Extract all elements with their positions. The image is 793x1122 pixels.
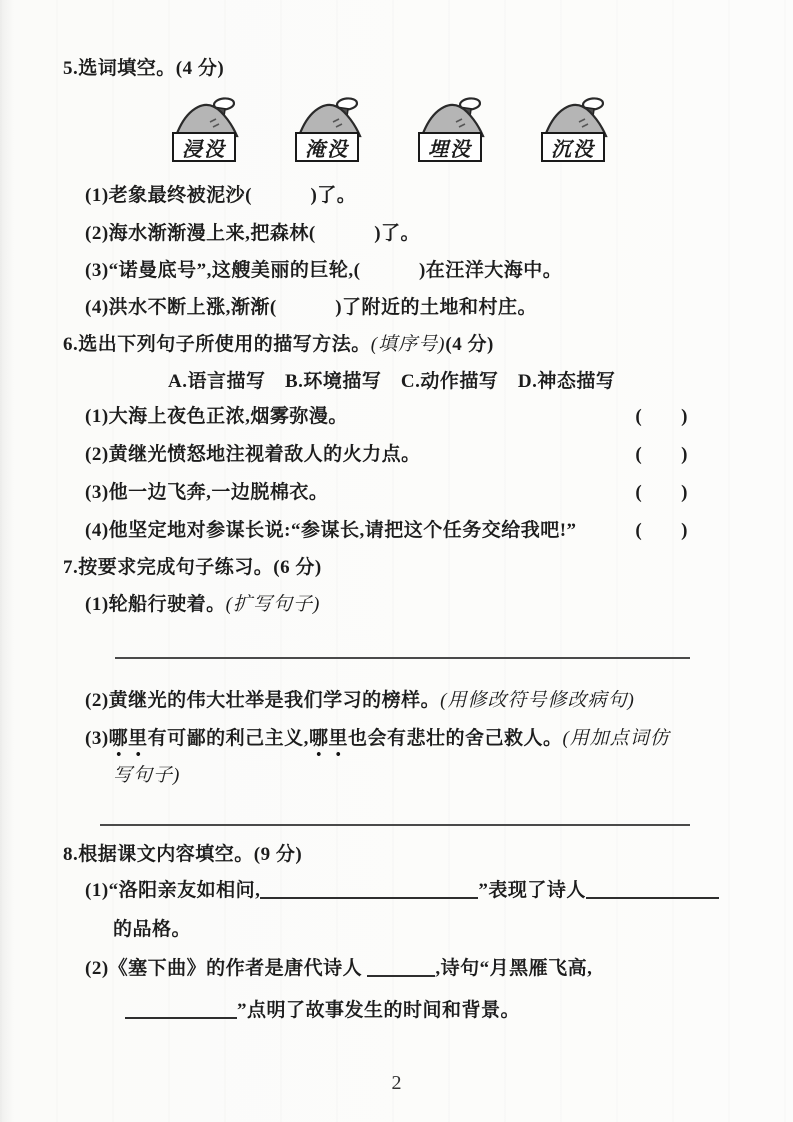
q7-title: 7.按要求完成句子练习。(6 分) — [63, 557, 322, 578]
q6-item-3 — [85, 480, 688, 506]
word-card-label: 埋没 — [418, 132, 482, 162]
q7-item-1-text: (1)轮船行驶着。 — [85, 594, 226, 615]
q6-item-2-text: (2)黄继光愤怒地注视着敌人的火力点。 — [85, 444, 421, 465]
q7-item-3 — [85, 726, 670, 752]
q6-item-4 — [85, 518, 688, 544]
q5-title: 5.选词填空。(4 分) — [63, 58, 225, 79]
emphasized-word: 哪里 — [309, 728, 348, 757]
q8-item-1-text: (1)“洛阳亲友如相问, — [85, 880, 261, 901]
answer-bracket: ( ) — [635, 482, 688, 503]
q7-item-3-text: 有可鄙的利己主义, — [147, 728, 309, 749]
q6-item-1 — [85, 404, 688, 430]
answer-line — [115, 657, 690, 659]
q7-item-3-instruction-cont: 写句子) — [113, 765, 181, 786]
q8-item-2-text: (2)《塞下曲》的作者是唐代诗人 — [85, 958, 363, 979]
q6-title-instruction: (填序号) — [370, 334, 446, 355]
word-card-label: 淹没 — [295, 132, 359, 162]
q8-item-2-line2 — [125, 998, 520, 1024]
q7-item-2 — [85, 688, 635, 714]
q6-item-1-text: (1)大海上夜色正浓,烟雾弥漫。 — [85, 406, 348, 427]
q5-item-2: (2)海水渐渐漫上来,把森林( )了。 — [85, 223, 421, 244]
word-card — [541, 98, 605, 162]
q5-item-4: (4)洪水不断上涨,渐渐( )了附近的土地和村庄。 — [85, 297, 538, 318]
q8-item-2-line2-text: ”点明了故事发生的时间和背景。 — [237, 1000, 521, 1021]
answer-bracket: ( ) — [635, 444, 688, 465]
emphasized-word: 哪里 — [109, 728, 148, 757]
q8-item-1-text2: ”表现了诗人 — [478, 880, 586, 901]
q7-item-2-text: (2)黄继光的伟大壮举是我们学习的榜样。 — [85, 690, 441, 711]
q7-item-2-instruction: (用修改符号修改病句) — [440, 690, 635, 711]
q6-item-3-text: (3)他一边飞奔,一边脱棉衣。 — [85, 482, 329, 503]
q5-word-cards — [172, 98, 605, 162]
q8-item-2 — [85, 956, 592, 982]
q6-options: A.语言描写 B.环境描写 C.动作描写 D.神态描写 — [168, 371, 616, 392]
answer-line — [100, 824, 690, 826]
q6-title — [63, 332, 494, 358]
word-card — [418, 98, 482, 162]
q7-item-1 — [85, 592, 320, 618]
word-card — [172, 98, 236, 162]
q5-item-1: (1)老象最终被泥沙( )了。 — [85, 185, 357, 206]
word-card-label: 浸没 — [172, 132, 236, 162]
q8-title: 8.根据课文内容填空。(9 分) — [63, 844, 303, 865]
q7-item-3-instruction: (用加点词仿 — [562, 728, 670, 749]
q6-title-score: (4 分) — [445, 334, 494, 355]
word-card — [295, 98, 359, 162]
fill-blank — [125, 999, 237, 1019]
q7-item-1-instruction: (扩写句子) — [225, 594, 321, 615]
fill-blank — [586, 879, 719, 899]
q8-item-1 — [85, 878, 719, 904]
q6-title-main: 6.选出下列句子所使用的描写方法。 — [63, 334, 371, 355]
q5-item-3: (3)“诺曼底号”,这艘美丽的巨轮,( )在汪洋大海中。 — [85, 260, 563, 281]
fill-blank — [260, 879, 478, 899]
fill-blank — [367, 957, 435, 977]
q8-item-2-text2: ,诗句“月黑雁飞高, — [435, 958, 593, 979]
q6-item-2 — [85, 442, 688, 468]
answer-bracket: ( ) — [635, 406, 688, 427]
page-number: 2 — [391, 1072, 402, 1094]
q7-item-3-text2: 也会有悲壮的舍己救人。 — [347, 728, 563, 749]
answer-bracket: ( ) — [635, 520, 688, 541]
q8-item-1-line2: 的品格。 — [113, 919, 192, 940]
word-card-label: 沉没 — [541, 132, 605, 162]
q6-item-4-text: (4)他坚定地对参谋长说:“参谋长,请把这个任务交给我吧!” — [85, 520, 577, 541]
q7-item-3-prefix: (3) — [85, 728, 109, 749]
